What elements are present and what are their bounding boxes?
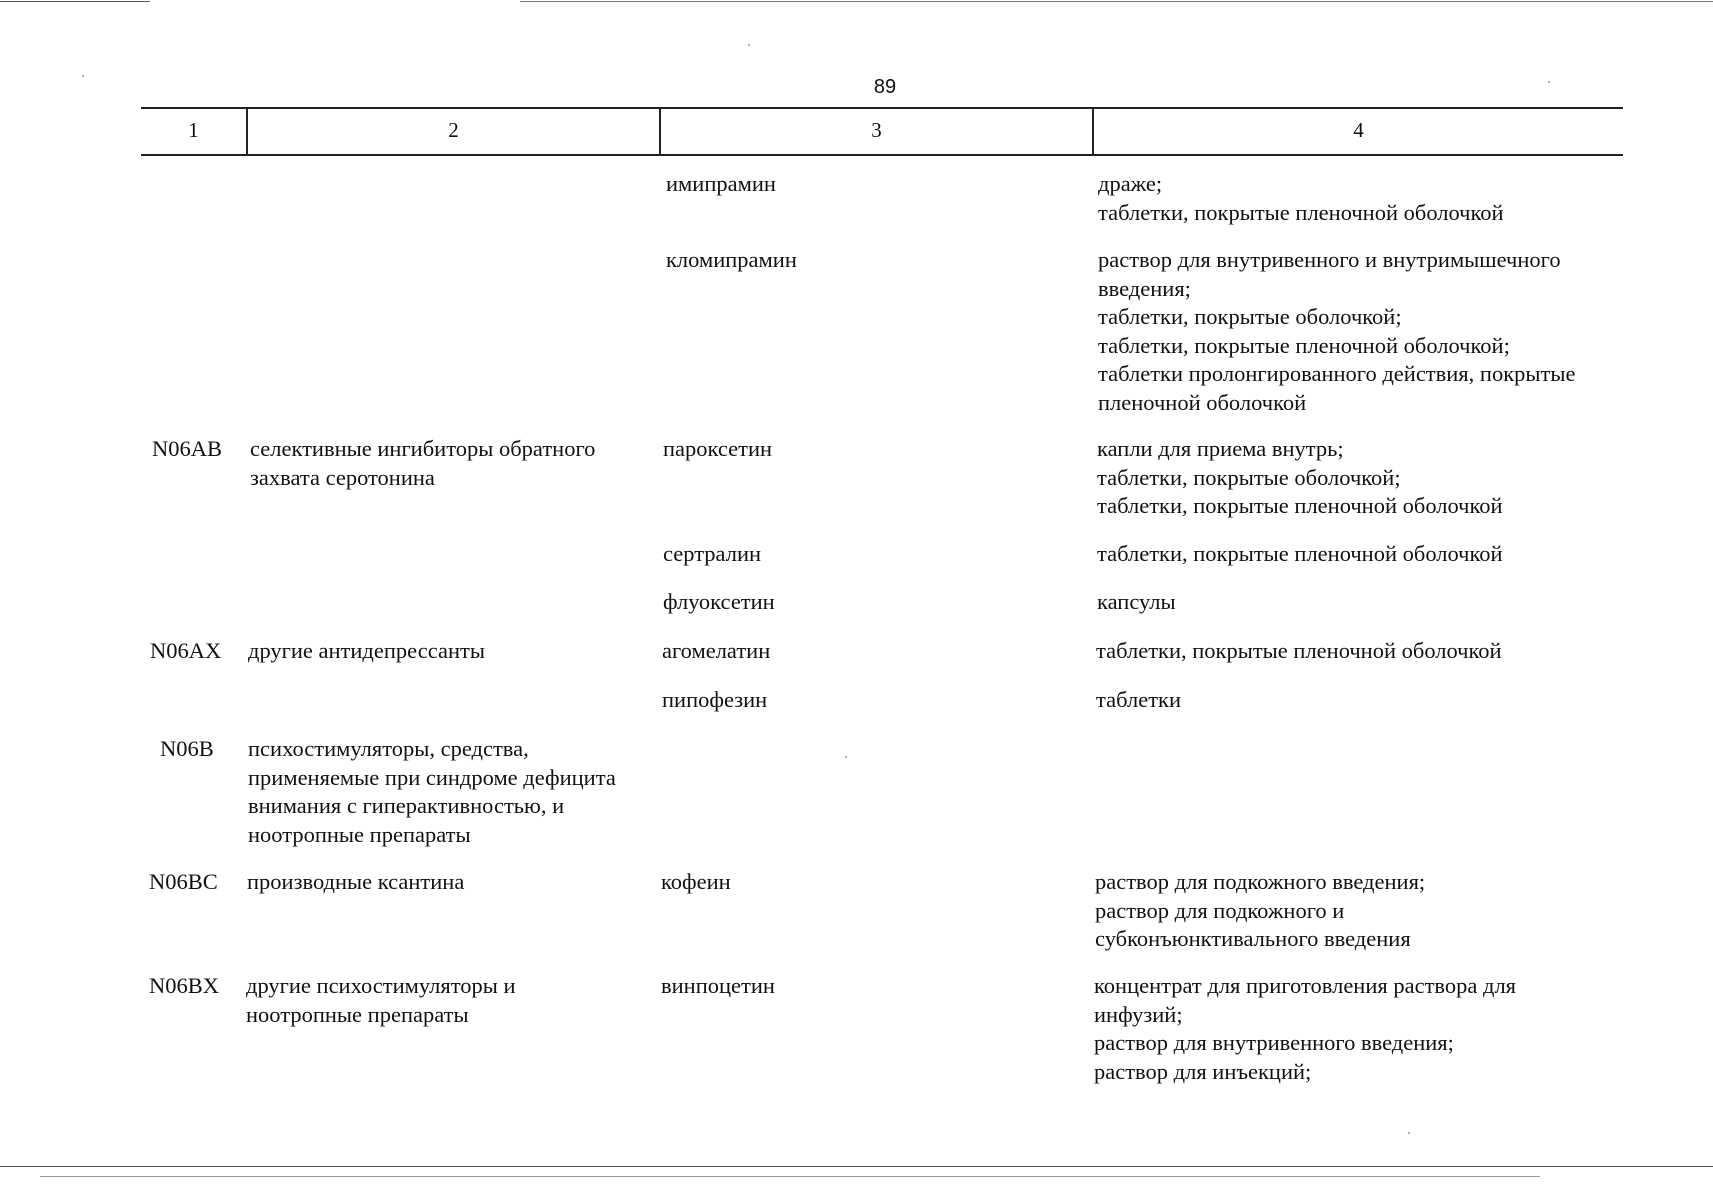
atc-code: N06B: [160, 736, 214, 761]
scan-speck: [1548, 81, 1550, 83]
scan-edge-bottom: [0, 1166, 1713, 1167]
drug-name: пипофезин: [662, 687, 768, 712]
column-header: 1: [188, 118, 199, 142]
dosage-form-line: таблетки, покрытые пленочной оболочкой: [1097, 493, 1503, 518]
group-name-line: другие психостимуляторы и: [246, 973, 516, 998]
drug-name: кломипрамин: [666, 247, 797, 272]
dosage-form-line: капли для приема внутрь;: [1097, 436, 1344, 461]
drug-name: флуоксетин: [663, 589, 775, 614]
dosage-form-line: инфузий;: [1094, 1001, 1183, 1027]
dosage-form-line: раствор для инъекций;: [1094, 1058, 1312, 1084]
dosage-form-line: субконъюнктивального введения: [1095, 926, 1411, 951]
group-name-line: ноотропные препараты: [246, 1001, 469, 1027]
atc-code: N06BX: [149, 973, 220, 998]
dosage-form-line: таблетки, покрытые пленочной оболочкой: [1097, 541, 1503, 566]
scan-edge-top: [0, 1, 150, 2]
atc-code: N06AX: [150, 638, 222, 663]
group-name-line: психостимуляторы, средства,: [248, 736, 529, 761]
group-name-line: другие антидепрессанты: [248, 638, 485, 663]
drug-name: винпоцетин: [661, 973, 775, 998]
dosage-forms: [1097, 540, 1503, 569]
column-header: 3: [871, 118, 882, 142]
atc-code: N06AB: [152, 436, 223, 461]
scan-edge-bottom: [40, 1176, 1540, 1177]
dosage-form-line: капсулы: [1097, 589, 1176, 614]
dosage-form-line: таблетки, покрытые пленочной оболочкой: [1096, 638, 1502, 663]
group-name: [247, 868, 464, 897]
dosage-form-line: таблетки пролонгированного действия, покрытые: [1098, 361, 1576, 386]
drug-name: имипрамин: [666, 171, 776, 196]
group-name: [248, 637, 485, 666]
dosage-form-line: пленочной оболочкой: [1098, 389, 1307, 415]
dosage-form-line: таблетки: [1096, 687, 1182, 712]
dosage-form-line: драже;: [1098, 171, 1163, 196]
page-number: 89: [873, 76, 897, 98]
dosage-forms: [1096, 637, 1502, 666]
group-name: [246, 972, 516, 1029]
scan-edge-top: [520, 1, 1713, 2]
group-name-line: селективные ингибиторы обратного: [250, 436, 596, 461]
table-header-top-rule: [141, 107, 1623, 109]
atc-code: N06BC: [149, 869, 218, 894]
column-header: 2: [448, 118, 459, 142]
dosage-form-line: раствор для внутривенного и внутримышечного: [1098, 247, 1561, 272]
dosage-forms: [1097, 435, 1503, 521]
dosage-form-line: введения;: [1098, 275, 1191, 301]
group-name-line: применяемые при синдроме дефицита: [248, 764, 616, 790]
dosage-form-line: раствор для подкожного и: [1095, 897, 1345, 923]
scan-speck: [82, 75, 84, 77]
dosage-forms: [1094, 972, 1516, 1086]
drug-name: сертралин: [663, 541, 762, 566]
dosage-form-line: таблетки, покрытые пленочной оболочкой;: [1098, 332, 1510, 358]
dosage-form-line: таблетки, покрытые оболочкой;: [1097, 464, 1401, 490]
dosage-forms: [1098, 170, 1504, 227]
scan-speck: [1408, 1132, 1410, 1134]
group-name-line: производные ксантина: [247, 869, 465, 894]
group-name-line: внимания с гиперактивностью, и: [248, 793, 565, 818]
dosage-forms: [1097, 588, 1176, 617]
dosage-form-line: концентрат для приготовления раствора для: [1094, 973, 1517, 998]
scan-speck: [845, 756, 847, 758]
dosage-forms: [1096, 686, 1181, 715]
group-name-line: ноотропные препараты: [248, 821, 471, 847]
drug-name: пароксетин: [663, 436, 773, 461]
dosage-form-line: раствор для внутривенного введения;: [1094, 1030, 1454, 1055]
drug-name: кофеин: [661, 869, 731, 894]
column-header: 4: [1353, 118, 1364, 142]
dosage-form-line: раствор для подкожного введения;: [1095, 869, 1426, 894]
table-header-bottom-rule: [141, 154, 1623, 156]
group-name: [248, 735, 616, 849]
dosage-forms: [1095, 868, 1425, 954]
group-name: [250, 435, 595, 492]
dosage-form-line: таблетки, покрытые пленочной оболочкой: [1098, 199, 1504, 225]
dosage-forms: [1098, 246, 1575, 417]
dosage-form-line: таблетки, покрытые оболочкой;: [1098, 304, 1402, 329]
drug-name: агомелатин: [662, 638, 771, 663]
scan-speck: [748, 44, 750, 46]
group-name-line: захвата серотонина: [250, 464, 435, 490]
